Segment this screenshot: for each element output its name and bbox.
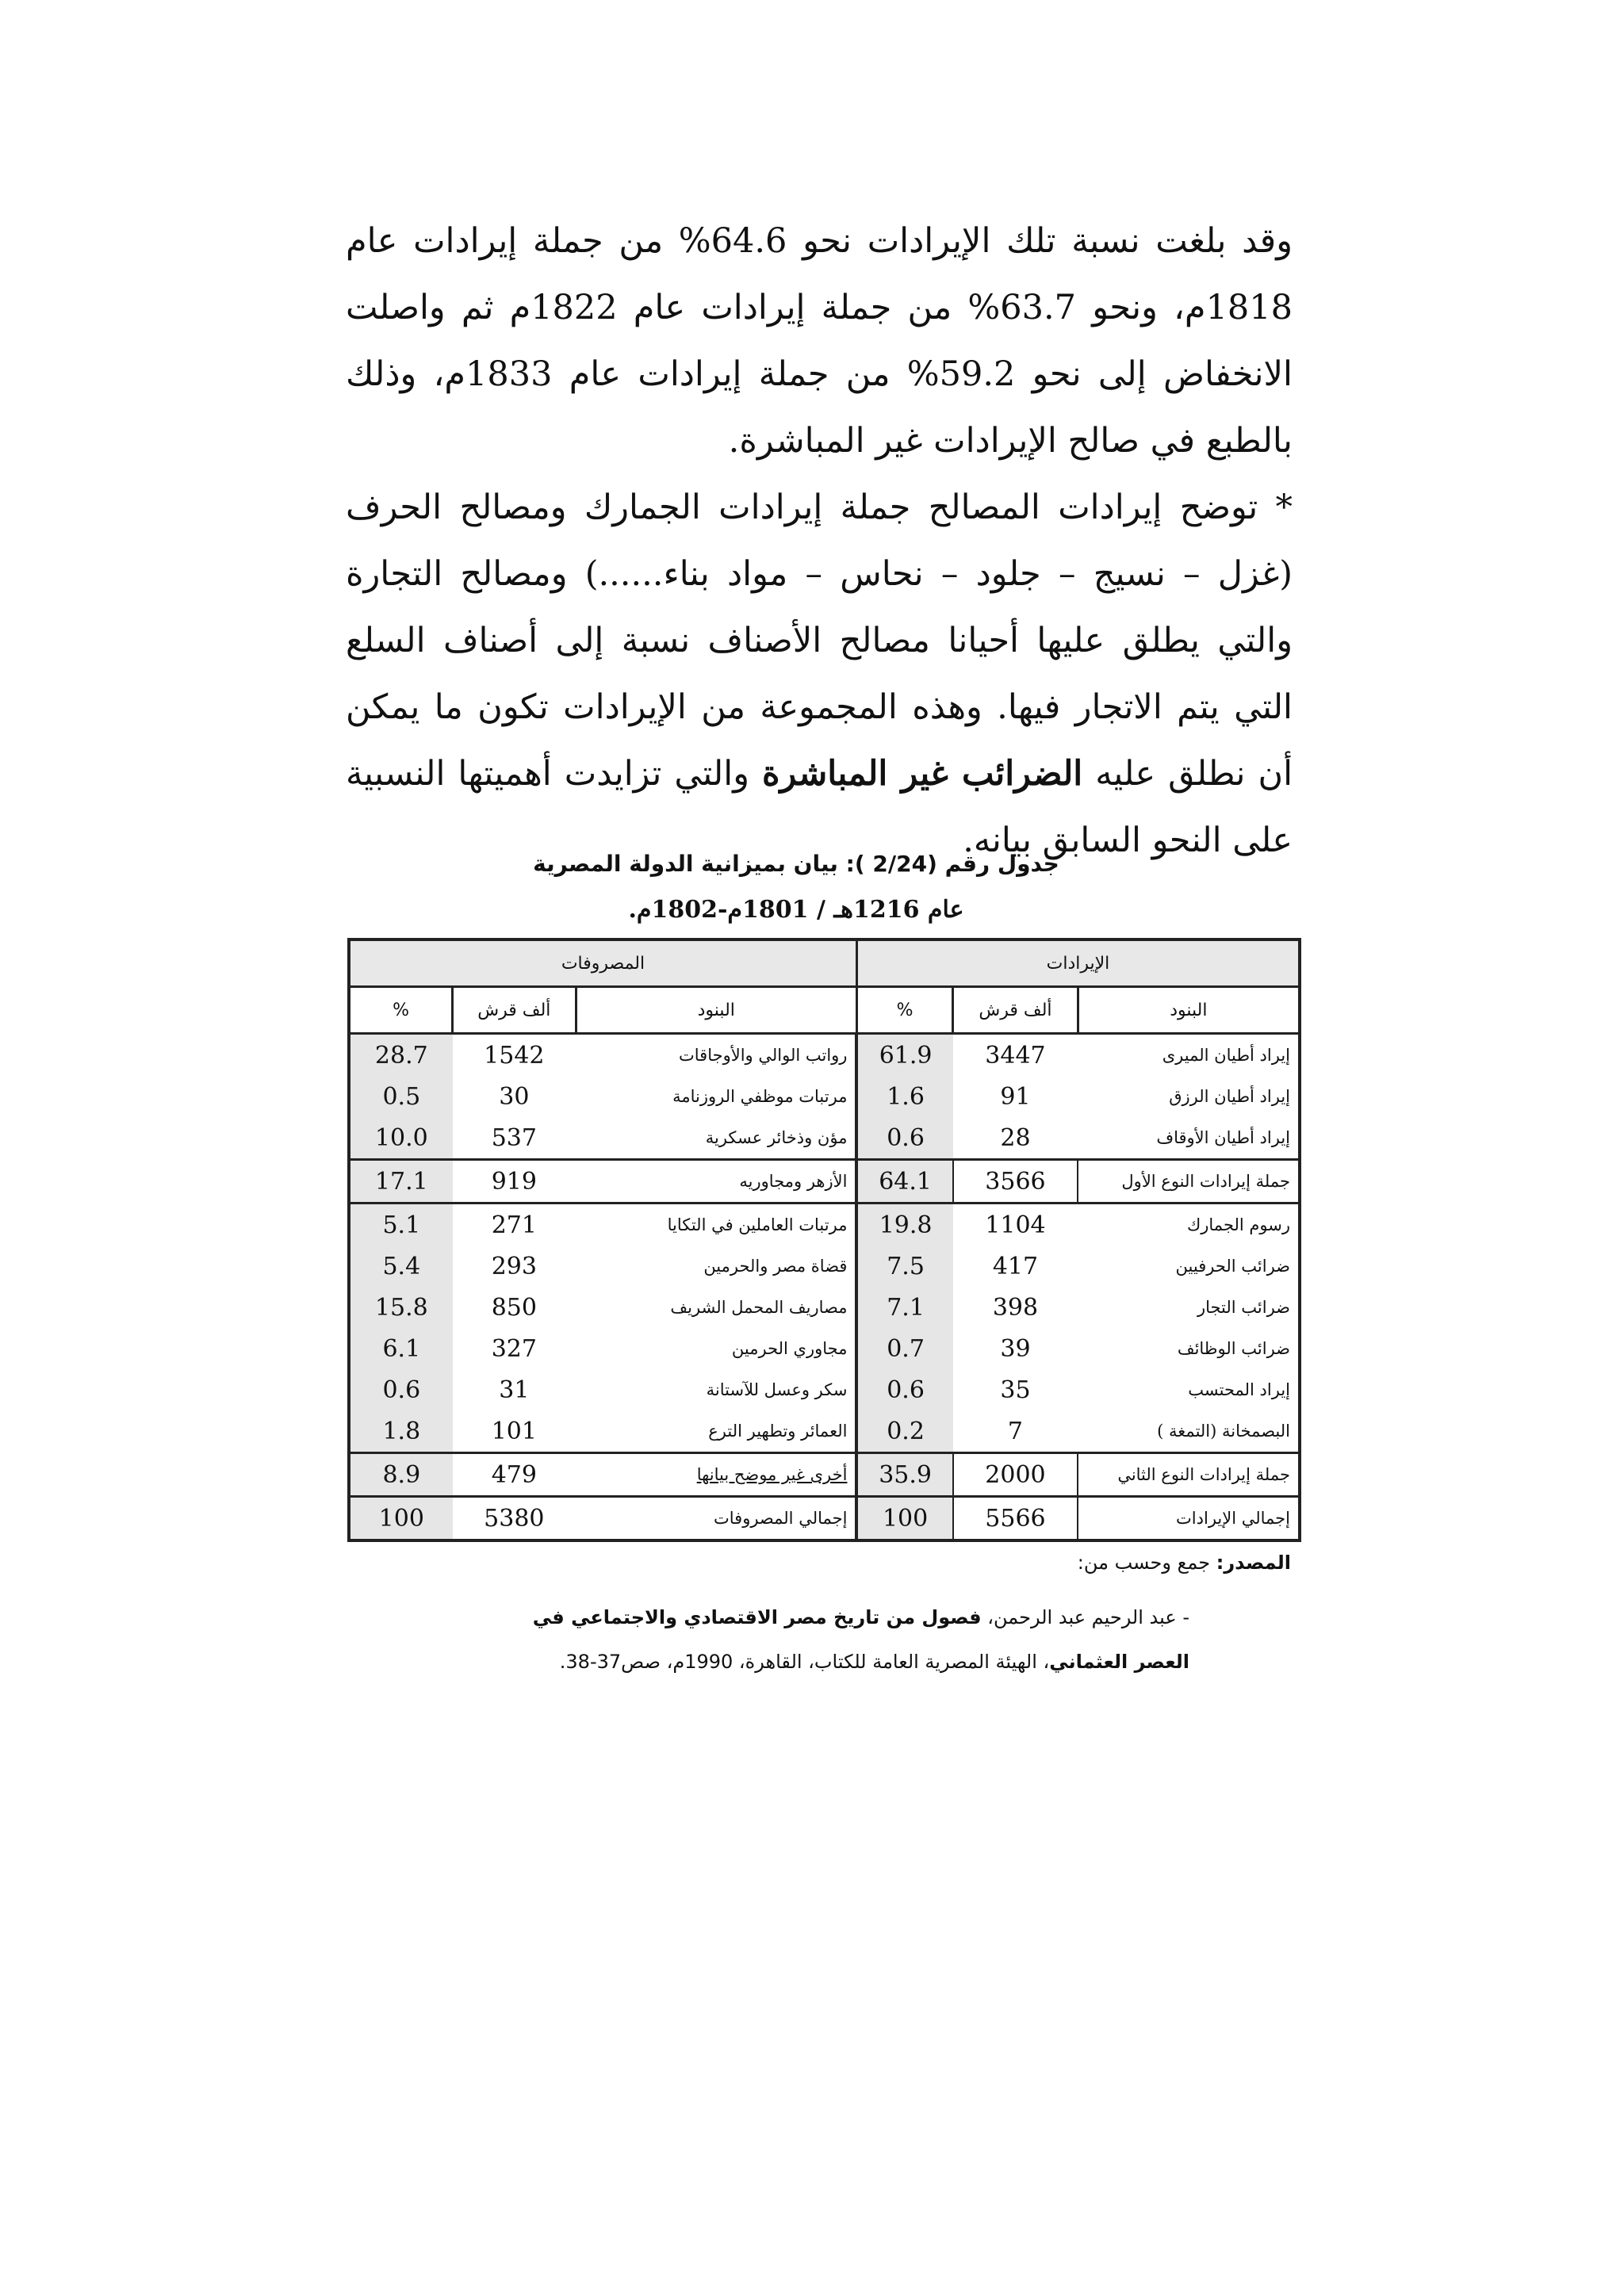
exp-pct-cell: 5.4: [349, 1246, 453, 1287]
rev-value-cell: 39: [1000, 1334, 1031, 1363]
exp-value-cell: 31: [499, 1376, 530, 1404]
rev-item-cell: إجمالي الإيرادات: [1078, 1497, 1300, 1541]
table-row: [349, 1034, 1300, 1077]
rev-value-cell: 91: [1000, 1082, 1031, 1111]
exp-item-cell: سكر وعسل للآستانة: [706, 1380, 848, 1399]
exp-pct-cell: 0.6: [349, 1369, 453, 1410]
rev-item-cell: البصمخانة (التمغة ): [1157, 1422, 1290, 1441]
exp-item-cell: مرتبات موظفي الروزنامة: [672, 1087, 848, 1106]
exp-pct-cell: 8.9: [349, 1453, 453, 1497]
exp-value-cell: 479: [453, 1453, 576, 1497]
rev-pct-cell: 7.5: [856, 1246, 952, 1287]
rev-value-cell: 3566: [953, 1160, 1078, 1203]
rev-pct-cell: 61.9: [856, 1034, 952, 1077]
exp-pct-cell: 100: [349, 1497, 453, 1541]
exp-item-cell: مؤن وذخائر عسكرية: [705, 1128, 848, 1147]
paragraph-2-bold: الضرائب غير المباشرة: [762, 754, 1083, 794]
rev-item-cell: رسوم الجمارك: [1186, 1215, 1290, 1234]
rev-pct-cell: 64.1: [856, 1160, 952, 1203]
rev-item-cell: إيراد أطيان الأوقاف: [1156, 1128, 1290, 1147]
table-row: [349, 1410, 1300, 1453]
exp-item-cell: مصاريف المحمل الشريف: [670, 1298, 848, 1317]
exp-pct-cell: 15.8: [349, 1287, 453, 1328]
table-row: [349, 1203, 1300, 1246]
exp-value-cell: 293: [491, 1252, 537, 1280]
rev-value-cell: 1104: [985, 1211, 1046, 1239]
exp-value-cell: 5380: [453, 1497, 576, 1541]
expenses-header: المصروفات: [349, 939, 856, 987]
exp-value-cell: 850: [491, 1293, 537, 1322]
table-row: [349, 1160, 1300, 1203]
exp-value-cell: 1542: [484, 1041, 545, 1070]
rev-pct-cell: 0.6: [856, 1369, 952, 1410]
rev-item-cell: إيراد أطيان الرزق: [1169, 1087, 1290, 1106]
table-caption-date: عام 1216هـ / 1801م-1802م.: [628, 896, 964, 924]
exp-value-cell: 327: [491, 1334, 537, 1363]
exp-pct-cell: 1.8: [349, 1410, 453, 1453]
rev-item-cell: جملة إيرادات النوع الثاني: [1078, 1453, 1300, 1497]
table-row: [349, 1453, 1300, 1497]
reference-title-part1: فصول من تاريخ مصر الاقتصادي والاجتماعي في: [532, 1606, 982, 1628]
rev-value-cell: 28: [1000, 1123, 1031, 1152]
rev-item-cell: ضرائب الوظائف: [1177, 1339, 1290, 1358]
reference-author: - عبد الرحيم عبد الرحمن،: [981, 1606, 1189, 1628]
rev-item-cell: إيراد المحتسب: [1188, 1380, 1290, 1399]
paragraph-2: [346, 474, 1293, 874]
rev-value-cell: 2000: [953, 1453, 1078, 1497]
source-text: جمع وحسب من:: [1077, 1552, 1211, 1574]
col-header-exp-item: البنود: [576, 987, 856, 1034]
reference-publisher: ، الهيئة المصرية العامة للكتاب، القاهرة، 1990م، صص37-38.: [559, 1651, 1050, 1673]
rev-pct-cell: 0.2: [856, 1410, 952, 1453]
paragraph-2-text-b: والتي تزايدت أهميتها النسبية على النحو السابق بيانه.: [346, 754, 1293, 860]
col-header-exp-value: ألف قرش: [453, 987, 576, 1034]
rev-pct-cell: 35.9: [856, 1453, 952, 1497]
rev-item-cell: جملة إيرادات النوع الأول: [1078, 1160, 1300, 1203]
exp-item-cell: مرتبات العاملين في التكايا: [667, 1215, 848, 1234]
table-row: [349, 1117, 1300, 1160]
revenues-header: الإيرادات: [856, 939, 1300, 987]
exp-pct-cell: 6.1: [349, 1328, 453, 1369]
rev-value-cell: 7: [1007, 1417, 1024, 1445]
rev-item-cell: ضرائب التجار: [1197, 1298, 1290, 1317]
table-row: [349, 1328, 1300, 1369]
col-header-rev-item: البنود: [1078, 987, 1300, 1034]
rev-pct-cell: 0.6: [856, 1117, 952, 1160]
exp-value-cell: 537: [491, 1123, 537, 1152]
rev-pct-cell: 100: [856, 1497, 952, 1541]
exp-pct-cell: 17.1: [349, 1160, 453, 1203]
rev-value-cell: 398: [992, 1293, 1039, 1322]
source-label: المصدر:: [1216, 1552, 1291, 1574]
col-header-rev-pct: %: [856, 987, 952, 1034]
table-row: [349, 1246, 1300, 1287]
reference-title-part2: العصر العثماني: [1049, 1651, 1189, 1673]
exp-value-cell: 271: [491, 1211, 537, 1239]
exp-item-cell: مجاوري الحرمين: [731, 1339, 848, 1358]
table-row: [349, 1287, 1300, 1328]
table-row: [349, 1369, 1300, 1410]
reference-line-2: [476, 1651, 1189, 1673]
col-header-exp-pct: %: [349, 987, 453, 1034]
exp-item-cell: الأزهر ومجاوريه: [576, 1160, 856, 1203]
rev-pct-cell: 7.1: [856, 1287, 952, 1328]
reference-line-1: [476, 1606, 1189, 1628]
table-row: [349, 1076, 1300, 1117]
exp-item-cell: رواتب الوالي والأوجاقات: [679, 1046, 848, 1065]
exp-item-cell: العمائر وتطهير الترع: [708, 1422, 848, 1441]
table-caption-title: جدول رقم (2/24 ): بيان بميزانية الدولة المصرية: [533, 851, 1059, 877]
exp-pct-cell: 5.1: [349, 1203, 453, 1246]
rev-pct-cell: 0.7: [856, 1328, 952, 1369]
exp-pct-cell: 0.5: [349, 1076, 453, 1117]
rev-pct-cell: 1.6: [856, 1076, 952, 1117]
table-row: [349, 1497, 1300, 1541]
exp-pct-cell: 10.0: [349, 1117, 453, 1160]
exp-item-cell: قضاة مصر والحرمين: [703, 1257, 848, 1276]
col-header-rev-value: ألف قرش: [953, 987, 1078, 1034]
rev-pct-cell: 19.8: [856, 1203, 952, 1246]
budget-table-body: [349, 1034, 1300, 1541]
exp-item-cell: أخرى غير موضح بيانها: [576, 1453, 856, 1497]
rev-value-cell: 35: [1000, 1376, 1031, 1404]
source-line: [444, 1552, 1291, 1574]
body-text: [346, 208, 1293, 874]
rev-value-cell: 3447: [985, 1041, 1046, 1070]
rev-item-cell: إيراد أطيان الميرى: [1162, 1046, 1290, 1065]
rev-value-cell: 5566: [953, 1497, 1078, 1541]
exp-item-cell: إجمالي المصروفات: [576, 1497, 856, 1541]
paragraph-1: وقد بلغت نسبة تلك الإيرادات نحو 64.6% من جملة إيرادات عام 1818م، ونحو 63.7% من جملة إيرادات عام 1822م ثم واصلت الانخفاض إلى نحو 59.2% من جملة إيرادات عام 1833م، وذلك بالطبع في صالح الإيرادات غير المباشرة.: [346, 221, 1293, 461]
exp-value-cell: 30: [499, 1082, 530, 1111]
rev-value-cell: 417: [992, 1252, 1039, 1280]
budget-table: [347, 938, 1301, 1542]
exp-value-cell: 101: [491, 1417, 537, 1445]
exp-pct-cell: 28.7: [349, 1034, 453, 1077]
exp-value-cell: 919: [453, 1160, 576, 1203]
paragraph-2-text-a: * توضح إيرادات المصالح جملة إيرادات الجمارك ومصالح الحرف (غزل – نسيج – جلود – نحاس – مواد بناء......) ومصالح التجارة والتي يطلق عليها أحيانا مصالح الأصناف نسبة إلى أصناف السلع التي يتم الاتجار فيها. وهذه المجموعة من الإيرادات تكون ما يمكن أن نطلق عليه: [346, 488, 1293, 794]
rev-item-cell: ضرائب الحرفيين: [1175, 1257, 1290, 1276]
